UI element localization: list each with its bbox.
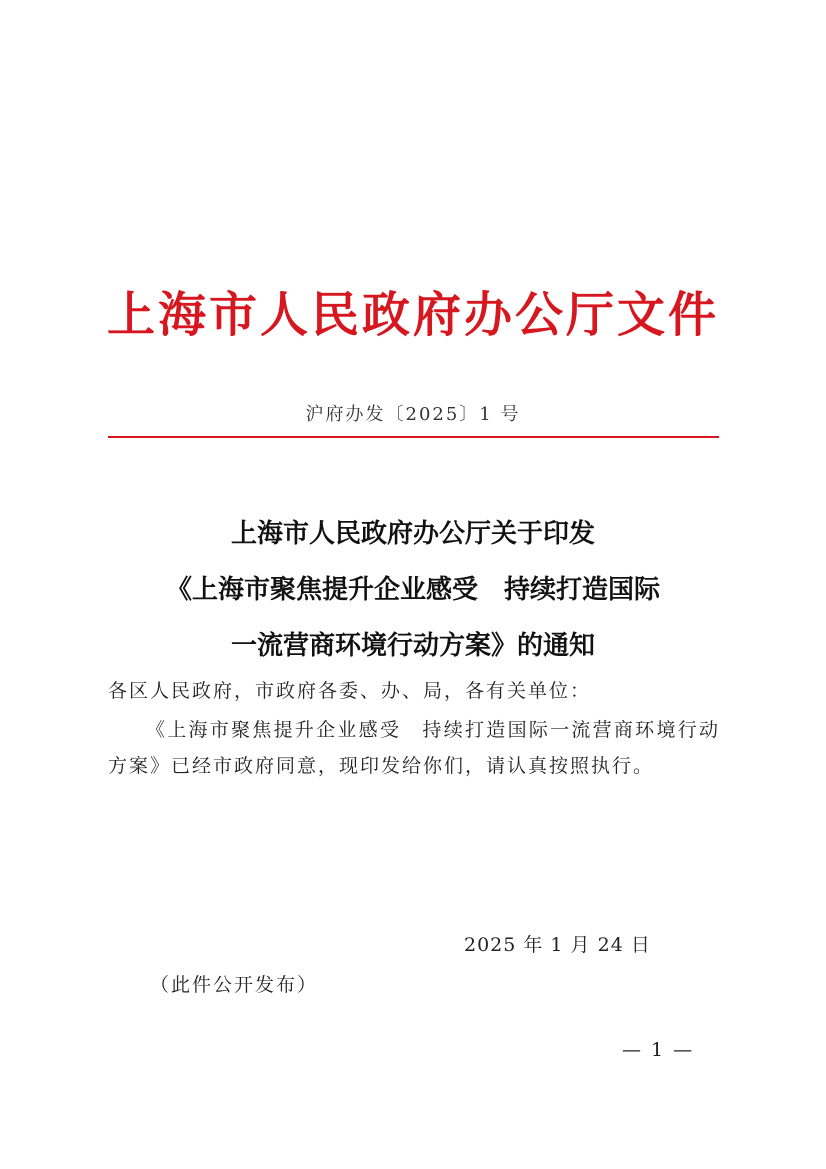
document-header-title: 上海市人民政府办公厅文件 — [106, 287, 719, 343]
public-release-note: （此件公开发布） — [150, 974, 319, 996]
notice-title-line-3: 一流营商环境行动方案》的通知 — [230, 631, 595, 661]
document-number: 沪府办发〔2025〕1 号 — [305, 404, 521, 425]
red-divider-rule — [108, 436, 719, 438]
body-paragraph: 《上海市聚焦提升企业感受 持续打造国际一流营商环境行动方案》已经市政府同意，现印发给你们，请认真按照执行。 — [108, 719, 720, 777]
recipient-line: 各区人民政府，市政府各委、办、局，各有关单位： — [108, 680, 592, 702]
notice-title-line-1: 上海市人民政府办公厅关于印发 — [230, 519, 595, 549]
issue-date: 2025 年 1 月 24 日 — [464, 934, 651, 956]
notice-title — [0, 506, 826, 674]
notice-title-line-2: 《上海市聚焦提升企业感受 持续打造国际 — [165, 575, 660, 605]
page-number: — 1 — — [622, 1039, 695, 1061]
